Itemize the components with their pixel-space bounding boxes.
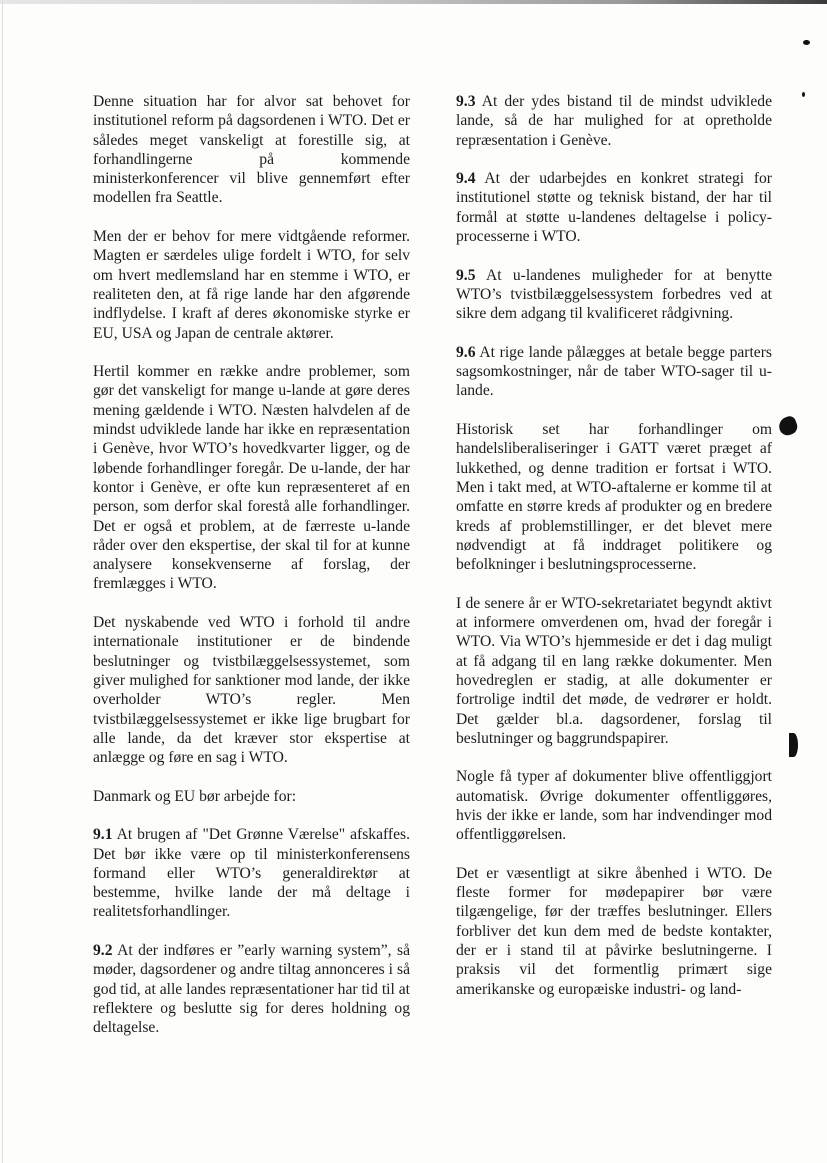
paragraph: Nogle få typer af dokumenter blive offentliggjort automatisk. Øvrige dokumenter offentliggøres, hvis der ikke er lande, som har indvendinger mod offentliggørelsen. [456, 768, 772, 844]
item-number: 9.5 [456, 266, 476, 284]
item-text: At der ydes bistand til de mindst udviklede lande, så de har mulighed for at opretholde repræsentation i Genève. [456, 93, 772, 149]
scan-speck [802, 92, 805, 97]
scan-top-edge [0, 0, 827, 4]
recommendation-item [456, 169, 772, 246]
item-text: At der udarbejdes en konkret strategi for institutionel støtte og teknisk bistand, der har til formål at støtte u-landenes deltagelse i policy-processerne i WTO. [456, 170, 772, 246]
paragraph: Denne situation har for alvor sat behovet for institutionel reform på dagsordenen i WTO. Det er således meget vanskeligt at forestille sig, at forhandlingerne på kommende ministerkonferencer vil blive gennemført efter modellen fra Seattle. [93, 93, 410, 207]
scan-left-edge [2, 0, 3, 1163]
item-text: At der indføres er ”early warning system”, så møder, dagsordener og andre tiltag annonceres i så god tid, at alle landes repræsentationer har tid til at reflektere og beslutte sig for deres holdning og deltagelse. [93, 942, 410, 1037]
item-text: At rige lande pålægges at betale begge parters sagsomkostninger, når de taber WTO-sager til u-lande. [456, 343, 772, 400]
paragraph: Hertil kommer en række andre problemer, som gør det vanskeligt for mange u-lande at gøre deres mening gældende i WTO. Næsten halvdelen af de mindst udviklede lande har ikke en repræsentation i Genève, hvor WTO’s hovedkvarter ligger, og de løbende forhandlinger foregår. De u-lande, der har kontor i Genève, er ofte kun repræsenteret af en person, som derfor skal forestå alle forhandlinger. Det er også et problem, at de færreste u-lande råder over den ekspertise, der skal til for at kunne analysere konsekvenserne af forslag, der fremlægges i WTO. [93, 363, 410, 593]
recommendation-item [93, 825, 410, 921]
recommendation-item [93, 941, 410, 1037]
recommendation-item [456, 343, 772, 401]
scan-speck [803, 40, 810, 45]
list-intro: Danmark og EU bør arbejde for: [93, 787, 297, 805]
item-number: 9.2 [93, 942, 113, 960]
recommendation-item [456, 92, 772, 150]
paragraph: Det nyskabende ved WTO i forhold til andre internationale institutioner er de bindende beslutninger og tvistbilæggelsessystemet, som giver mulighed for sanktioner mod lande, der ikke overholder WTO’s regler. Men tvistbilæggelsessystemet er ikke lige brugbart for alle lande, da det kræver stor ekspertise at anlægge og føre en sag i WTO. [93, 614, 410, 767]
left-column [93, 92, 410, 1057]
recommendation-item [456, 266, 772, 324]
paragraph: Historisk set har forhandlinger om handelsliberaliseringer i GATT været præget af lukkethed, og denne tradition er fortsat i WTO. Men i takt med, at WTO-aftalerne er komme til at omfatte en større kreds af produkter og en bredere kreds af problemstillinger, er det blevet mere nødvendigt at få inddraget politikere og befolkninger i beslutningsprocesserne. [456, 421, 772, 574]
hole-punch-mark [776, 414, 799, 437]
right-column [456, 92, 772, 1018]
item-number: 9.4 [456, 170, 476, 188]
paragraph: I de senere år er WTO-sekretariatet begyndt aktivt at informere omverdenen om, hvad der foregår i WTO. Via WTO’s hjemmeside er det i dag muligt at få adgang til en lang række dokumenter. Men hovedreglen er stadig, at alle dokumenter er fortrolige indtil det møde, de vedrører er holdt. Det gælder bl.a. dagsordener, forslag til beslutninger og baggrundspapirer. [456, 594, 772, 747]
item-number: 9.1 [93, 826, 113, 844]
item-text: At u-landenes muligheder for at benytte WTO’s tvistbilæggelsessystem forbedres ved at sikre dem adgang til kvalificeret rådgivning. [456, 266, 772, 323]
paragraph: Det er væsentligt at sikre åbenhed i WTO. De fleste former for mødepapirer bør være tilgængelige, før der træffes beslutninger. Ellers forbliver det kun dem med de bedste kontakter, der er i stand til at påvirke beslutningerne. I praksis vil det formentlig primært sige amerikanske og europæiske industri- og land- [456, 864, 772, 998]
item-number: 9.3 [456, 93, 476, 110]
hole-punch-mark [789, 733, 798, 757]
item-text: At brugen af "Det Grønne Værelse" afskaffes. Det bør ikke være op til ministerkonferensens formand eller WTO’s generaldirektør at bestemme, hvilke lande der må deltage i realitetsforhandlinger. [93, 826, 410, 921]
paragraph: Men der er behov for mere vidtgående reformer. Magten er særdeles ulige fordelt i WTO, for selv om hvert medlemsland har en stemme i WTO, er realiteten den, at få rige lande har den afgørende indflydelse. I kraft af deres økonomiske styrke er EU, USA og Japan de centrale aktører. [93, 228, 410, 342]
item-number: 9.6 [456, 343, 476, 361]
